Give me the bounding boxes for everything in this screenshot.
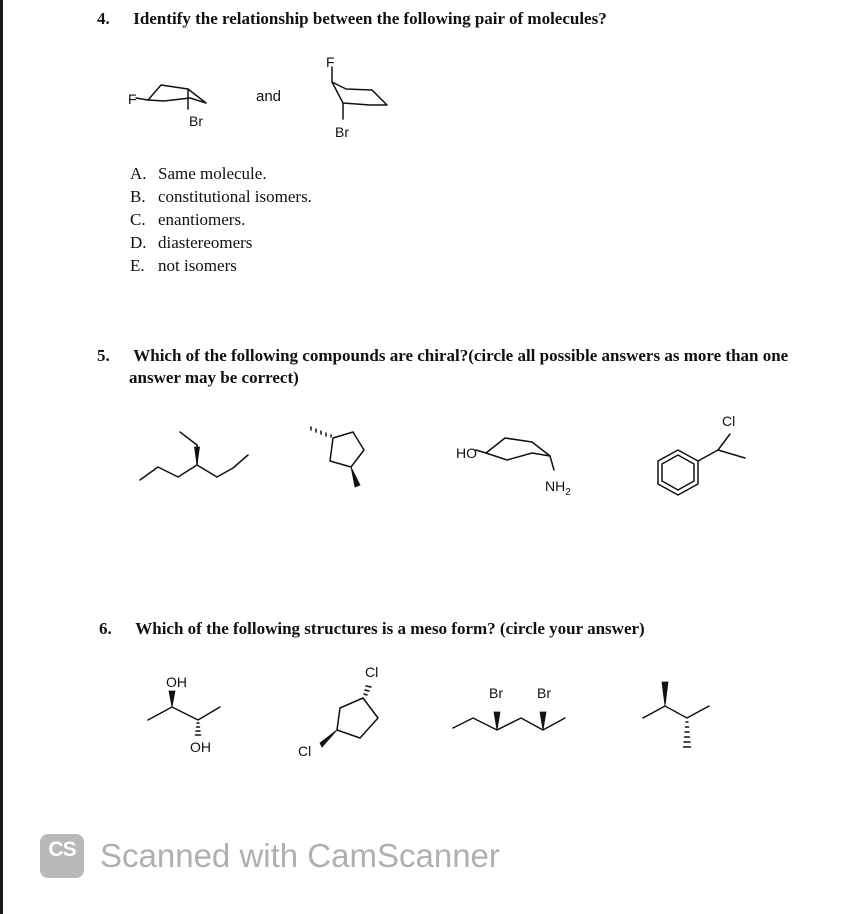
scan-edge [0,0,3,914]
question-4-number: 4. [97,9,110,28]
q5-compound-3-amine-label: $NH_2$ [545,478,571,498]
q6-structure-3[interactable] [445,700,575,750]
question-5-text-line1: Which of the following compounds are chiral?(circle all possible answers as more than one [133,346,789,365]
q6-structure-2-hash-bond [364,686,371,695]
q6-structure-2-chlorine-top: Cl [365,664,379,680]
q6-structure-1-oh-top: OH [166,674,187,690]
q6-structure-4-hash-bond [684,722,691,747]
q6-structure-2-chlorine-bottom: Cl [298,743,312,759]
q4-mol2-bromine-label: Br [335,124,349,140]
q5-compound-2-hash-bond [311,427,331,437]
question-5 [97,345,788,389]
q5-compound-3[interactable] [470,430,570,480]
question-5-number: 5. [97,346,110,365]
question-5-text-line2: answer may be correct) [129,368,299,387]
camscanner-text: Scanned with CamScanner [100,837,500,874]
question-4 [97,8,607,30]
q6-structure-4[interactable] [635,678,725,758]
q4-and-label: and [256,88,282,105]
q5-compound-4-chlorine-label: Cl [722,413,736,429]
q6-structure-1-oh-bottom: OH [190,739,211,755]
q6-structure-1-hash-bond [196,723,201,735]
q4-option-d[interactable]: D. diastereomers [130,233,253,252]
q6-structure-3-bromine-left: Br [489,685,503,701]
question-4-text: Identify the relationship between the following pair of molecules? [133,9,607,28]
q4-mol1-bromine-label: Br [189,113,203,129]
camscanner-logo: CS [40,834,84,878]
question-6 [99,618,645,640]
q5-compound-3-hydroxyl-label: HO [456,445,477,461]
q5-compound-1[interactable] [130,420,260,500]
q4-mol2-fluorine-label: F [326,54,335,70]
q4-mol1-fluorine-label: F [128,91,137,107]
q5-compound-2[interactable] [295,415,385,500]
q6-structure-2[interactable] [300,680,400,760]
q4-option-a[interactable]: A. Same molecule. [130,164,267,183]
q4-options [130,162,312,277]
q4-option-c[interactable]: C. enantiomers. [130,210,246,229]
question-6-text: Which of the following structures is a meso form? (circle your answer) [135,619,645,638]
question-6-number: 6. [99,619,112,638]
q5-compound-4[interactable] [650,420,760,500]
q6-structure-1[interactable] [140,685,230,745]
q4-option-e[interactable]: E. not isomers [130,256,237,275]
q4-option-b[interactable]: B. constitutional isomers. [130,187,312,206]
q6-structure-3-bromine-right: Br [537,685,551,701]
camscanner-watermark [40,832,500,880]
